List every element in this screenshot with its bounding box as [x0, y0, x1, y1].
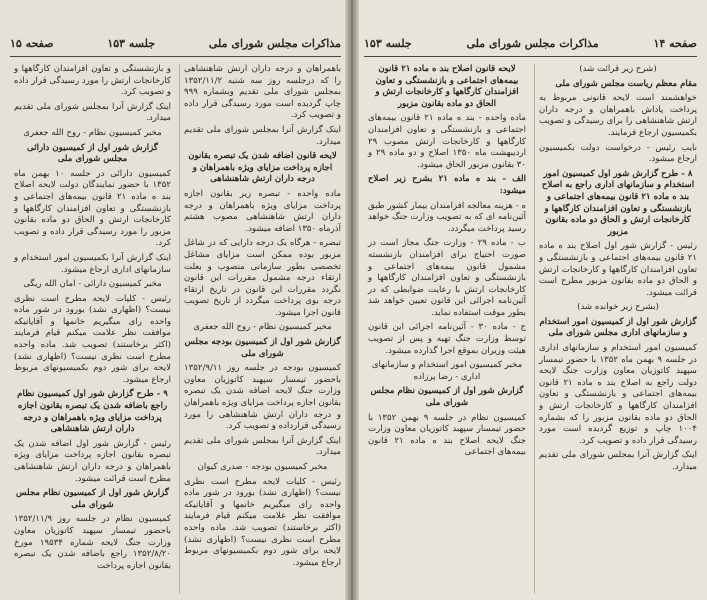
right-page-column — [364, 64, 526, 594]
paragraph: خواهشمند است لایحه قانونی مربوط به پرداخت پاداش باهمراهان و درجه داران ارتش شاهنشاهی را برای رسیدگی و تصویب بکمیسیون ارجاع فرمایند. — [539, 93, 697, 138]
paragraph: ماده واحده - تبصره زیر بقانون اجازه پرداخت مزایای ویژه باهمراهان و درجه داران ارتش شاهنشاهی مصوب هشتم آذرماه ۱۳۵۰ اضافه میشود. — [184, 188, 341, 234]
paragraph: ه - هزینه معالجه افزامندان بیمار کشور طبق آئین‌نامه ای که به تصویب وزارت جنگ خواهد رسید پرداخت میگردد. — [368, 200, 526, 234]
right-page-number: صفحه ۱۴ — [653, 36, 697, 50]
paragraph: رئیس - کلیات لایحه مطرح است نظری نیست؟ (اظهاری نشد) بورود در شور ماده واحده رای میگیریم خانمها و آقایانیکه موافقت نظر علامت میکنم قیام فرمایند (اکثر برخاستند) تصویب شد. ماده واحده مطرح است نظری نیست؟ (اظهاری نشد) لایحه برای شور دوم بکمیسیونهای مربوط ارجاع میشود. — [184, 476, 341, 568]
paragraph: رئیس - کلیات لایحه مطرح است نظری نیست؟ (اظهاری نشد) بورود در شور ماده واحده رای میگیریم خانمها و آقایانیکه موافقت نظر علامت میکنم قیام فرمایند (اکثر برخاستند) تصویب شد. ماده واحده مطرح است نظری نیست؟ (اظهاری نشد) لایحه برای شور دوم بکمیسیونهای مربوط ارجاع میشود. — [14, 293, 171, 385]
paragraph: رئیس - گزارش شور اول اضافه شدن یک تبصره بقانون اجازه پرداخت مزایای ویژه باهمراهان و درجه داران ارتش شاهنشاهی مطرح است قرائت میشود. — [14, 438, 171, 484]
paragraph: لایحه قانون اضافه شدن یک تبصره بقانون اجازه پرداخت مزایای ویژه باهمراهان و درجه داران ارتش شاهنشاهی — [188, 151, 337, 185]
paragraph: گزارش شور اول از کمیسیون امور استخدام و سازمانهای اداری مجلس شورای ملی — [539, 316, 697, 339]
left-page-column — [10, 64, 171, 594]
paragraph: (شرح زیر قرائت شد) — [579, 64, 657, 74]
left-page-number: صفحه ۱۵ — [10, 36, 54, 50]
book-gutter — [345, 0, 359, 600]
paragraph: ماده واحده - بند ه ماده ۲۱ قانون بیمه‌های اجتماعی و بازنشستگی و تعاون افزامندان کارگاهها و کارخانجات ارتش مصوب ۲۹ اردیبهشت ماه ۱۳۵۰ اصلاح و دو ماده ۲۹ و ۳۰ بقانون مزبور الحاق میشود. — [368, 113, 526, 170]
paragraph: کمیسیون نظام در جلسه روز ۱۳۵۲/۱۱/۹ باحضور تیمسار سپهبد کاتوزیان معاون وزارت جنگ لایحه شماره ۱۹۵۳۴ مورخ ۱۳۵۲/۸/۲۰ راجع باضافه شدن یک تبصره بقانون اجازه پرداخت — [14, 514, 171, 571]
paragraph: گزارش شور اول از کمیسیون نظام مجلس شورای ملی — [370, 386, 524, 409]
left-page — [0, 0, 351, 600]
paragraph: نایب رئیس - درخواست دولت بکمیسیون ارجاع میشود. — [539, 142, 697, 165]
right-page-column — [534, 64, 697, 594]
paragraph: مخبر کمیسیون نظام - روح الله جعفری — [193, 322, 332, 333]
paragraph: گزارش شور اول از کمیسیون نظام مجلس شورای ملی — [16, 488, 169, 510]
paragraph: مخبر کمیسیون بودجه - صدری کیوان — [197, 462, 328, 472]
paragraph: ۸ - طرح گزارش شور اول کمیسیون امور استخدام و سازمانهای اداری راجع به اصلاح بند ه ماده ۲۱ قانون بیمه‌های اجتماعی و بازنشستگی و تعاون افزامندان کارگاهها و کارخانجات ارتش و الحاق دو ماده بقانون مزبور — [541, 168, 695, 237]
left-session-label: جلسه ۱۵۳ — [107, 36, 156, 50]
paragraph: مقام معظم ریاست مجلس شورای ملی — [555, 78, 697, 89]
left-page-columns — [10, 64, 341, 594]
paragraph: کمیسیون نظام در جلسه ۹ بهمن ۱۳۵۲ با حضور تیمسار سپهبد کاتوزیان معاون وزارت جنگ لایحه اصلاح بند ه ماده ۲۱ قانون بیمه‌های اجتماعی — [368, 412, 526, 458]
paragraph: رئیس - گزارش شور اول اصلاح بند ه ماده ۲۱ قانون بیمه‌های اجتماعی و بازنشستگی و تعاون افزامندان کارگاهها و کارخانجات ارتش و الحاق دو ماده بقانون مزبور مطرح است قرائت میشود. — [539, 241, 697, 298]
right-page-header — [364, 30, 697, 57]
paragraph: لایحه قانون اصلاح بند ه ماده ۲۱ قانون بیمه‌های اجتماعی و بازنشستگی و تعاون افزامندان کارگاهها و کارخانجات ارتش و الحاق دو ماده بقانون مزبور — [375, 64, 519, 109]
paragraph: باهمراهان و درجه داران ارتش شاهنشاهی را که درجلسه روز سه شنبه ۱۳۵۲/۱۱/۲ بمجلس شورای ملی تقدیم وبشماره ۹۹۹ چاپ گردیده است مورد رسیدگی قرار داده و تصویب کرد. — [184, 64, 341, 121]
right-page-columns — [364, 64, 697, 594]
paragraph: اینک گزارش آنرا بمجلس شورای ملی تقدیم میدارد. — [539, 450, 697, 472]
left-page-column — [179, 64, 341, 594]
right-session-label: جلسه ۱۵۳ — [364, 36, 412, 50]
right-journal-title: مذاکرات مجلس شورای ملی — [466, 36, 599, 50]
left-journal-title: مذاکرات مجلس شورای ملی — [208, 36, 341, 50]
paragraph: اینک گزارش آنرا بمجلس شورای ملی تقدیم میدارد. — [184, 124, 341, 147]
paragraph: ب - ماده ۲۹ - وزارت جنگ مجاز است در صورت احتیاج برای افزامندان بازنشسته مشمول قانون بیمه‌های اجتماعی و بازنشستگی و تعاون افزامندان کارگاهها و کارخانجات ارتش با رعایت ضوابطی که در آئین‌نامه اجرائی این قانون تعیین خواهد شد بطور موقت استفاده نماید. — [368, 238, 526, 318]
paragraph: تبصره - هرگاه یک درجه دارایی که در شاغل مزبور بوده ممکن است مزایای مشاغل تخصصی بطور سازمانی منصوب و بعلت ارتقاء درجه مشمول مقررات این قانون نگردد مقررات این قانون در تاریخ ارتقاء درجه بوی پرداخت میگردد از تاریخ تصویب قانون اجرا میشود. — [184, 238, 341, 318]
paragraph: کمیسیون بودجه در جلسه روز ۱۳۵۲/۹/۱۱ باحضور تیمسار سپهبد کاتوزیان معاون وزارت جنگ لایحه اضافه شدن یک تبصره بقانون اجازه پرداخت مزایای ویژه باهمراهان و درجه داران ارتش شاهنشاهی را مورد رسیدگی قرارداده و تصویب کرد. — [184, 363, 341, 432]
paragraph: و بازنشستگی و تعاون افزامندان کارگاهها و کارخانجات ارتش را مورد رسیدگی قرار داده و تصویب کرد. — [14, 64, 171, 98]
paragraph: اینک گزارش آنرا بمجلس شورای ملی تقدیم میدارد. — [14, 101, 171, 124]
paragraph: اینک گزارش آنرا بمجلس شورای ملی تقدیم میدارد. — [184, 435, 341, 458]
paragraph: مخبر کمیسیون دارائی - امان الله ریگی — [23, 279, 162, 290]
paragraph: الف - بند ه ماده ۲۱ بشرح زیر اصلاح میشود: — [368, 174, 526, 196]
right-page — [354, 0, 707, 600]
paragraph: اینک گزارش آنرا بکمیسیون امور استخدام و سازمانهای اداری ارجاع میشود. — [14, 252, 171, 275]
paragraph: (بشرح زیر خوانده شد) — [577, 302, 659, 313]
left-page-header — [10, 30, 341, 57]
paragraph: ج - ماده ۳۰ - آئین‌نامه اجرائی این قانون توسط وزارت جنگ تهیه و پس از تصویب هیئت وزیران بموقع اجرا گذارده میشود. — [368, 322, 526, 356]
paragraph: گزارش شور اول از کمیسیون بودجه مجلس شورای ملی — [184, 337, 341, 359]
paragraph: کمیسیون امور استخدام و سازمانهای اداری در جلسه ۹ بهمن ماه ۱۳۵۲ با حضور تیمسار سپهبد کاتوزیان معاون وزارت جنگ لایحه دولت راجع به اصلاح بند ه ماده ۲۱ قانون بیمه‌های اجتماعی و بازنشستگی و تعاون افزامندان کارگاهها و کارخانجات ارتش و الحاق دو ماده بقانون مزبور را که بشماره ۱۰۰۴ چاپ و توزیع گردیده است مورد رسیدگی قرار داده و تصویب کرد. — [539, 343, 697, 446]
paragraph: ۹ - طرح گزارش شور اول کمیسیون نظام راجع باضافه شدن یک تبصره بقانون اجازه پرداخت مزایای ویژه باهمراهان و درجه داران ارتش شاهنشاهی — [17, 389, 168, 435]
paragraph: مخبر کمیسیون نظام - روح الله جعفری — [23, 127, 162, 138]
paragraph: مخبر کمیسیون امور استخدام و سازمانهای اداری - رضا پرزاده — [371, 360, 523, 382]
paragraph: گزارش شور اول از کمیسیون دارائی مجلس شورای ملی — [27, 142, 158, 165]
paragraph: کمیسیون دارائی در جلسه ۱۰ بهمن ماه ۱۳۵۲ با حضور نمایندگان دولت لایحه اصلاح بند ه ماده ۲۱ قانون بیمه‌های اجتماعی و بازنشستگی و تعاون افزامندان کارگاهها و کارخانجات ارتش و الحاق دو ماده بقانون مزبور را مورد رسیدگی قرار داده و تصویب کرد. — [14, 168, 171, 249]
